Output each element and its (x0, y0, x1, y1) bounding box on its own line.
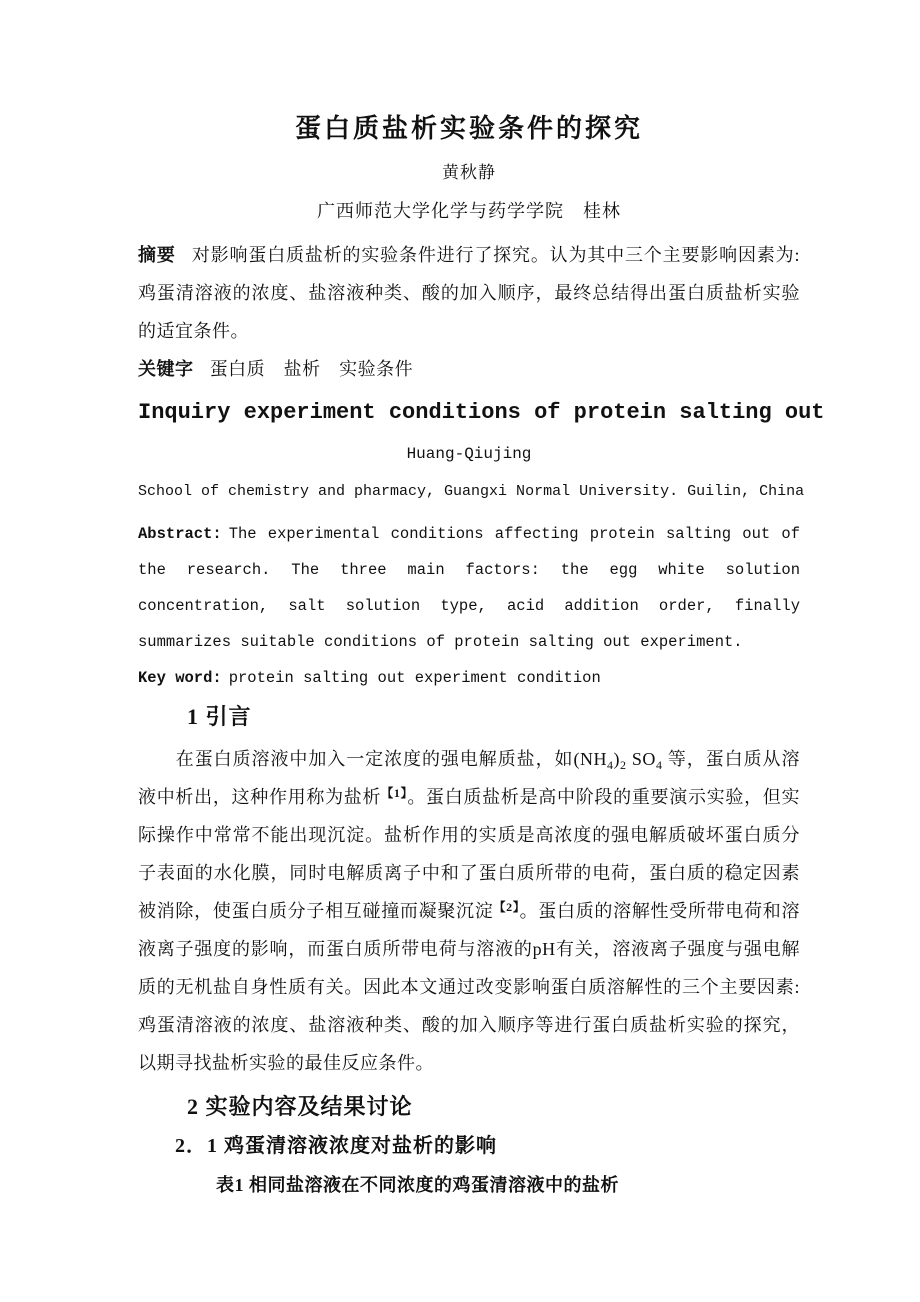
section-heading-introduction: 1 引言 (187, 704, 252, 729)
chem-subscript: 2 (619, 758, 627, 772)
keywords-en (138, 660, 800, 696)
abstract-cn-text: 对影响蛋白质盐析的实验条件进行了探究。认为其中三个主要影响因素为:鸡蛋清溶液的浓度、盐溶液种类、酸的加入顺序，最终总结得出蛋白质盐析实验的适宜条件。 (138, 245, 801, 341)
intro-seg6: 。蛋白质的溶解性受所带电荷和溶液离子强度的影响，而蛋白质所带电荷与溶液的pH有关，溶液离子强度与强电解质的无机盐自身性质有关。因此本文通过改变影响蛋白质溶解性的三个主要因素: 鸡蛋清溶液的浓度、盐溶液种类、酸的加入顺序等进行蛋白质盐析实验的探究，以期寻找盐析实验的最佳反应条件。 (138, 901, 800, 1073)
subsection-heading-concentration: 2．1 鸡蛋清溶液浓度对盐析的影响 (175, 1135, 497, 1157)
section-heading-results: 2 实验内容及结果讨论 (187, 1094, 413, 1119)
keywords-en-label: Key word: (138, 669, 222, 687)
citation-marker-1: 【1】 (381, 786, 408, 800)
table1-caption: 表1 相同盐溶液在不同浓度的鸡蛋清溶液中的盐析 (216, 1175, 619, 1195)
keywords-cn (138, 350, 800, 388)
introduction-paragraph (138, 740, 800, 1082)
paper-title-cn: 蛋白质盐析实验条件的探究 (294, 114, 643, 143)
abstract-en (138, 516, 800, 660)
intro-seg3: SO (626, 749, 656, 769)
author-cn: 黄秋静 (442, 163, 496, 182)
paper-title-en: Inquiry experiment conditions of protein salting out (138, 400, 825, 425)
chem-subscript: 4 (606, 758, 614, 772)
abstract-en-label: Abstract: (138, 525, 222, 543)
chem-subscript: 4 (655, 758, 663, 772)
keywords-cn-terms: 蛋白质 盐析 实验条件 (209, 359, 414, 379)
keywords-cn-label: 关键字 (138, 359, 194, 379)
citation-marker-2: 【2】 (493, 900, 520, 914)
abstract-cn (138, 236, 800, 350)
intro-seg1: 在蛋白质溶液中加入一定浓度的强电解质盐，如(NH (175, 749, 607, 769)
author-en: Huang-Qiujing (406, 445, 532, 463)
keywords-en-terms: protein salting out experiment condition (228, 669, 601, 687)
intro-seg5: 。蛋白质盐析是高中阶段的重要演示实验，但实际操作中常常不能出现沉淀。盐析作用的实质是高浓度的强电解质破坏蛋白质分子表面的水化膜，同时电解质离子中和了蛋白质所带的电荷，蛋白质的稳定因素被消除，使蛋白质分子相互碰撞而凝聚沉淀 (138, 787, 800, 921)
affiliation-en: School of chemistry and pharmacy, Guangxi Normal University. Guilin, China (138, 483, 805, 500)
intro-seg4: 等，蛋白质从溶液中析出，这种作用称为盐析 (138, 749, 800, 807)
abstract-cn-label: 摘要 (138, 245, 176, 265)
intro-seg2: ) (613, 749, 620, 769)
affiliation-cn: 广西师范大学化学与药学学院 桂林 (317, 201, 621, 221)
abstract-en-text: The experimental conditions affecting protein salting out of the research. The three main factors: the egg white solution concentration, salt solution type, acid addition order, finally summarizes suitable conditions of protein salting out experiment. (138, 525, 800, 651)
